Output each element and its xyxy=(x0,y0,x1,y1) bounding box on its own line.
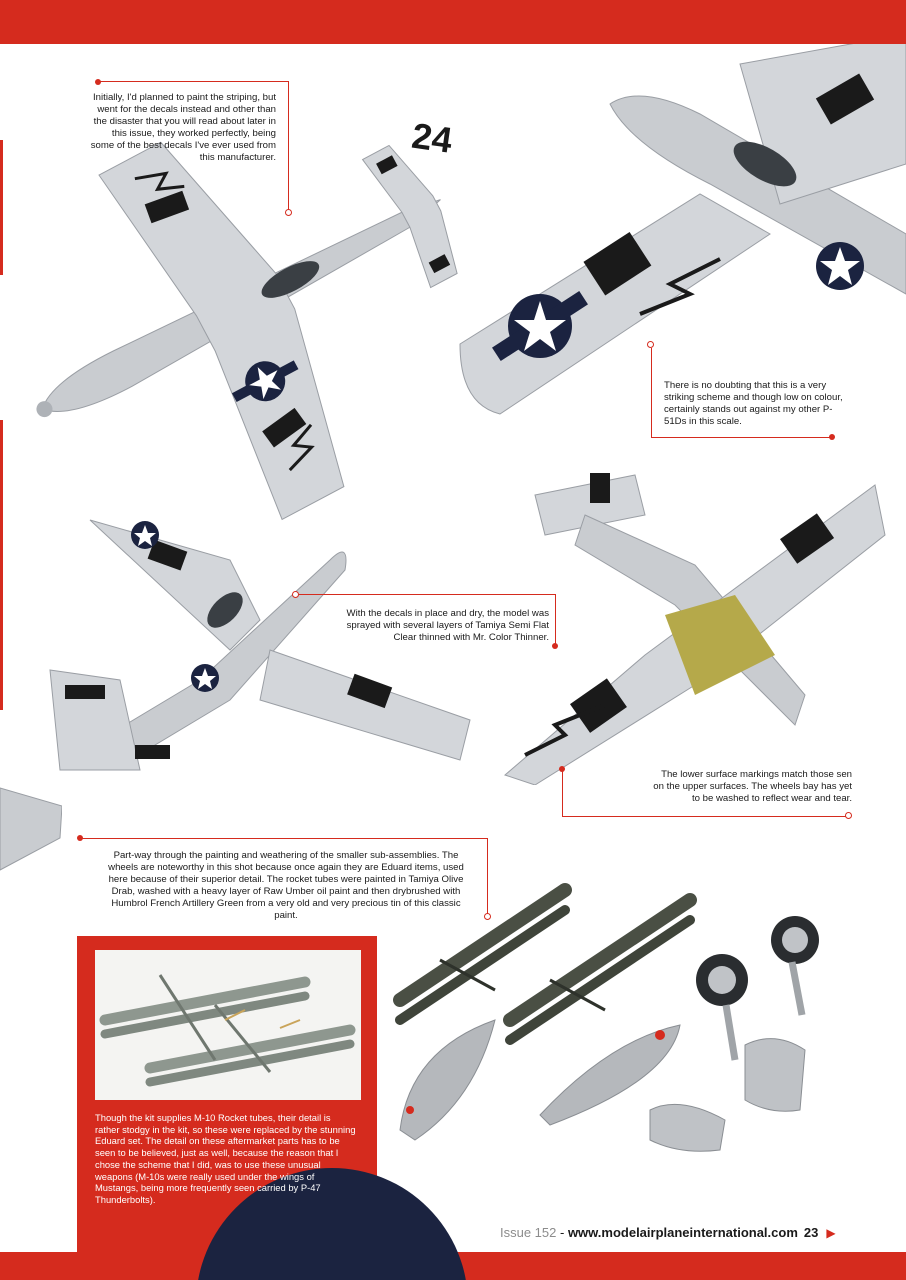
leader-line xyxy=(80,838,488,839)
leader-line xyxy=(651,437,832,438)
leader-line xyxy=(562,816,847,817)
next-page-arrow-icon[interactable]: ▶ xyxy=(826,1226,836,1240)
mustang-middle-left xyxy=(50,520,470,770)
gear-doors xyxy=(650,1039,805,1152)
issue-number: Issue 152 xyxy=(500,1225,557,1240)
leader-line xyxy=(487,838,488,914)
caption-scheme: There is no doubting that this is a very striking scheme and though low on colour, certainly stands out against my other P-51Ds in this scale. xyxy=(664,380,843,427)
drop-tanks xyxy=(400,1020,680,1140)
leader-line xyxy=(288,81,289,211)
caption-decals: With the decals in place and dry, the model was sprayed with several layers of Tamiya Semi Flat Clear thinned with Mr. Color Thinner. xyxy=(346,608,549,643)
leader-line xyxy=(555,594,556,647)
mustang-top-right xyxy=(460,44,906,414)
tail-number-text: 24 xyxy=(409,114,455,161)
leader-ring xyxy=(484,913,491,920)
leader-line xyxy=(98,81,289,82)
leader-dot xyxy=(829,434,835,440)
caption-rocket-tubes: Though the kit supplies M-10 Rocket tubes, their detail is rather stodgy in the kit, so these were replaced by the stunning Eduard set. The detail on these aftermarket parts has to be seen to be believed, just as well, because the reason that I chose the scheme that I did, was to use these unusual weapons (M-10s were really used under the wings of Mustangs, being more frequently seen carried by P-47 Thunderbolts). xyxy=(95,1112,356,1205)
leader-ring xyxy=(647,341,654,348)
leader-line xyxy=(562,769,563,816)
website-url[interactable]: www.modelairplaneinternational.com xyxy=(567,1225,798,1240)
caption-sub-assemblies: Part-way through the painting and weathering of the smaller sub-assemblies. The wheels are noteworthy in this shot because once again they are Eduard items, used here because of their superior detail. The rocket tubes were painted in Tamiya Olive Drab, washed with a heavy layer of Raw Umber oil paint and then drybrushed with Humbrol French Artillery Green from a very old and very precious tin of this classic paint. xyxy=(108,850,464,921)
leader-line xyxy=(299,594,556,595)
photo-wing-edge xyxy=(0,778,62,878)
leader-ring xyxy=(285,209,292,216)
photo-mustang-middle-left xyxy=(40,500,480,790)
top-banner xyxy=(0,0,906,44)
page-number: 23 xyxy=(803,1225,819,1240)
leader-dot xyxy=(552,643,558,649)
photo-eduard-rocket-tubes xyxy=(95,950,361,1100)
caption-lower-surface: The lower surface markings match those sen on the upper surfaces. The wheels bay has yet to be washed to reflect wear and tear. xyxy=(653,769,852,804)
page-footer xyxy=(500,1224,880,1242)
footer-separator: - xyxy=(556,1225,568,1240)
caption-striping: Initially, I'd planned to paint the striping, but went for the decals instead and other than the disaster that you will read about later in this issue, they worked perfectly, being some of the best decals I've ever used from this manufacturer. xyxy=(90,92,276,163)
leader-line xyxy=(651,348,652,437)
leader-dot xyxy=(95,79,101,85)
leader-ring xyxy=(292,591,299,598)
leader-ring xyxy=(845,812,852,819)
photo-mustang-top-right xyxy=(440,44,906,424)
mustang-lower xyxy=(505,473,885,785)
wheels xyxy=(696,916,819,1060)
